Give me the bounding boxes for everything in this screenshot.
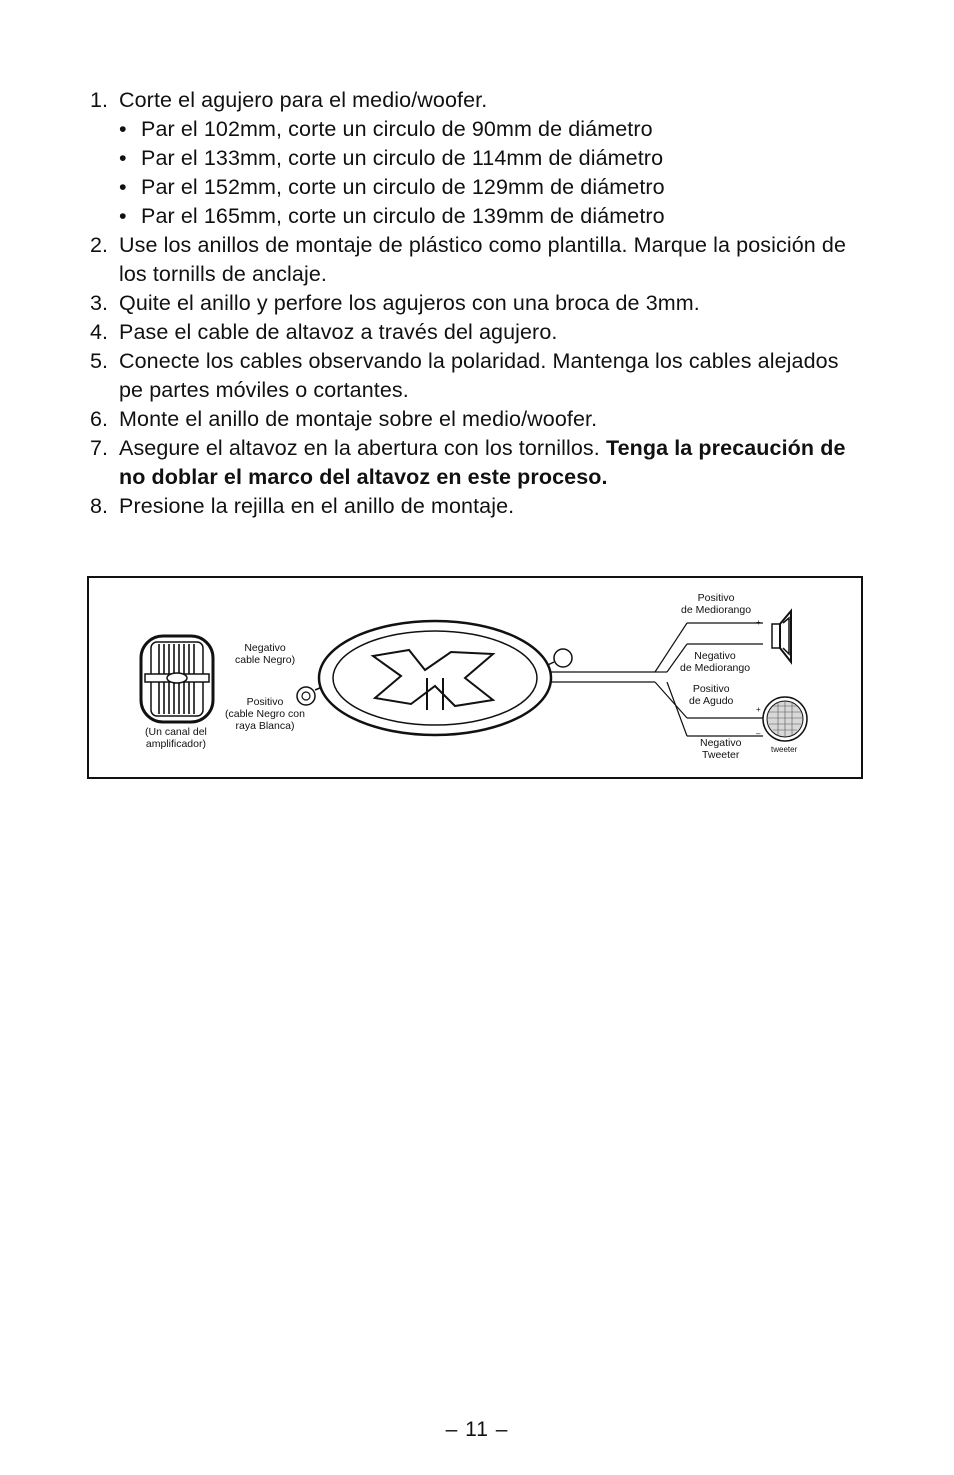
list-item: • Par el 133mm, corte un circulo de 114mm de diámetro [119,144,866,173]
step-6 [90,405,866,434]
bullet-icon: • [119,146,127,170]
step-2 [90,231,866,289]
negative-tweeter-label: Negativo Tweeter [700,737,742,761]
step-number: 4. [90,320,109,344]
page-number: – 11 – [445,1418,509,1441]
step-text: Use los anillos de montaje de plástico como plantilla. Marque la posición de los tornills de anclaje. [119,233,847,286]
midrange-speaker-icon [772,611,791,662]
list-item: • Par el 102mm, corte un circulo de 90mm de diámetro [119,115,866,144]
wiring-diagram [87,576,863,779]
bullet-icon: • [119,204,127,228]
step-number: 5. [90,349,109,373]
minus-sign: – [756,729,761,738]
step-4 [90,318,866,347]
caution-text: Tenga la precaución de no doblar el marco del altavoz en este proceso. [119,436,846,489]
plus-sign: + [756,705,761,714]
step-text: Presione la rejilla en el anillo de montaje. [119,494,515,518]
amplifier-channel-label: (Un canal del amplificador) [145,726,207,750]
minus-sign: – [756,639,761,648]
speaker-wires [551,623,763,736]
step-number: 2. [90,233,109,257]
step-1 [90,86,866,231]
list-item: • Par el 152mm, corte un circulo de 129mm de diámetro [119,173,866,202]
step-text: Conecte los cables observando la polaridad. Mantenga los cables alejados pe partes móviles o cortantes. [119,349,839,402]
positive-tweeter-label: Positivo de Agudo [689,683,734,707]
instruction-steps [90,86,866,521]
positive-striped-wire-label: Positivo (cable Negro con raya Blanca) [225,696,305,732]
step-7 [90,434,866,492]
tweeter-icon [763,697,807,741]
step-number: 8. [90,494,109,518]
bullet-icon: • [119,175,127,199]
bullet-icon: • [119,117,127,141]
positive-midrange-label: Positivo de Mediorango [681,592,752,616]
tweeter-label: tweeter [771,745,798,754]
step-text: Monte el anillo de montaje sobre el medio/woofer. [119,407,598,431]
step-text: Corte el agujero para el medio/woofer. [119,88,488,112]
step-number: 3. [90,291,109,315]
step-number: 7. [90,436,109,460]
list-item: • Par el 165mm, corte un circulo de 139mm de diámetro [119,202,866,231]
step-3 [90,289,866,318]
step-number: 1. [90,88,109,112]
cut-size-list [119,115,866,231]
step-number: 6. [90,407,109,431]
plus-sign: + [756,618,761,627]
negative-midrange-label: Negativo de Mediorango [680,650,751,674]
step-8 [90,492,866,521]
speaker-ring-illustration [297,621,572,735]
step-text: Asegure el altavoz en la abertura con los tornillos. [119,436,606,460]
step-text: Quite el anillo y perfore los agujeros con una broca de 3mm. [119,291,700,315]
negative-black-wire-label: Negativo cable Negro) [235,642,296,666]
step-5 [90,347,866,405]
step-text: Pase el cable de altavoz a través del agujero. [119,320,558,344]
amplifier-icon [141,636,213,722]
